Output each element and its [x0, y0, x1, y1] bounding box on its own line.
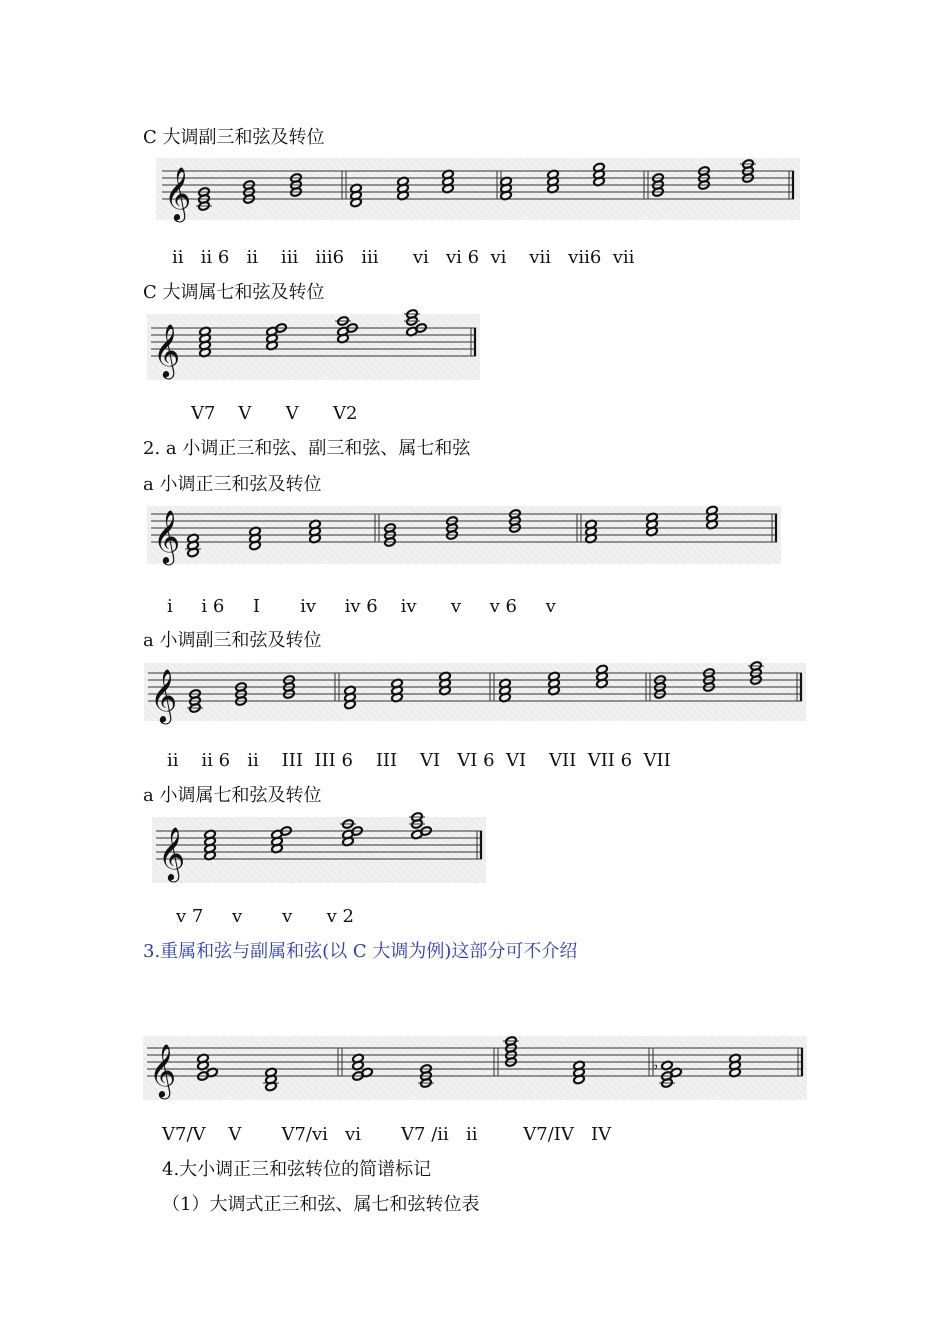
notation-graphic [147, 506, 781, 564]
notation-graphic [156, 158, 800, 220]
treble-clef-icon: 𝄞 [158, 826, 186, 880]
notation-graphic [152, 817, 486, 883]
treble-clef-icon: 𝄞 [150, 668, 178, 722]
notation-graphic [144, 663, 806, 721]
staff-c-major-secondary [156, 158, 800, 220]
roman-labels: v 7 v v v 2 [176, 906, 355, 927]
roman-labels: i i 6 I iv iv 6 iv v v 6 v [167, 596, 556, 617]
subheading-jianpu-table: （1）大调式正三和弦、属七和弦转位表 [162, 1194, 480, 1215]
heading-secondary-dominants: 3.重属和弦与副属和弦(以 C 大调为例)这部分可不介绍 [143, 941, 578, 962]
heading-jianpu: 4.大小调正三和弦转位的简谱标记 [162, 1159, 432, 1180]
heading-a-minor-dominant7: a 小调属七和弦及转位 [143, 785, 322, 806]
heading-a-minor-primary: a 小调正三和弦及转位 [143, 474, 322, 495]
staff-secondary-dominants [143, 1036, 807, 1100]
staff-a-minor-primary [147, 506, 781, 564]
treble-clef-icon: 𝄞 [153, 509, 181, 563]
notation-graphic [147, 314, 480, 380]
heading-c-major-dominant7: C 大调属七和弦及转位 [143, 282, 325, 303]
roman-labels: ii ii 6 ii iii iii6 iii vi vi 6 vi vii vii6 vii [172, 247, 635, 268]
section-title-a-minor: 2. a 小调正三和弦、副三和弦、属七和弦 [143, 438, 471, 459]
heading-c-major-secondary: C 大调副三和弦及转位 [143, 127, 325, 148]
roman-labels: ii ii 6 ii III III 6 III VI VI 6 VI VII VII 6 VII [167, 750, 671, 771]
roman-labels: V7/V V V7/vi vi V7 /ii ii V7/IV IV [162, 1124, 612, 1145]
roman-labels: V7 V V V2 [191, 403, 358, 424]
staff-a-minor-dominant7 [152, 817, 486, 883]
staff-a-minor-secondary [144, 663, 806, 721]
flat-icon: ♭ [652, 1058, 659, 1074]
notation-graphic [143, 1036, 807, 1100]
staff-c-major-dominant7 [147, 314, 480, 380]
heading-a-minor-secondary: a 小调副三和弦及转位 [143, 630, 322, 651]
treble-clef-icon: 𝄞 [153, 323, 181, 377]
treble-clef-icon: 𝄞 [149, 1043, 177, 1097]
treble-clef-icon: 𝄞 [164, 166, 192, 220]
